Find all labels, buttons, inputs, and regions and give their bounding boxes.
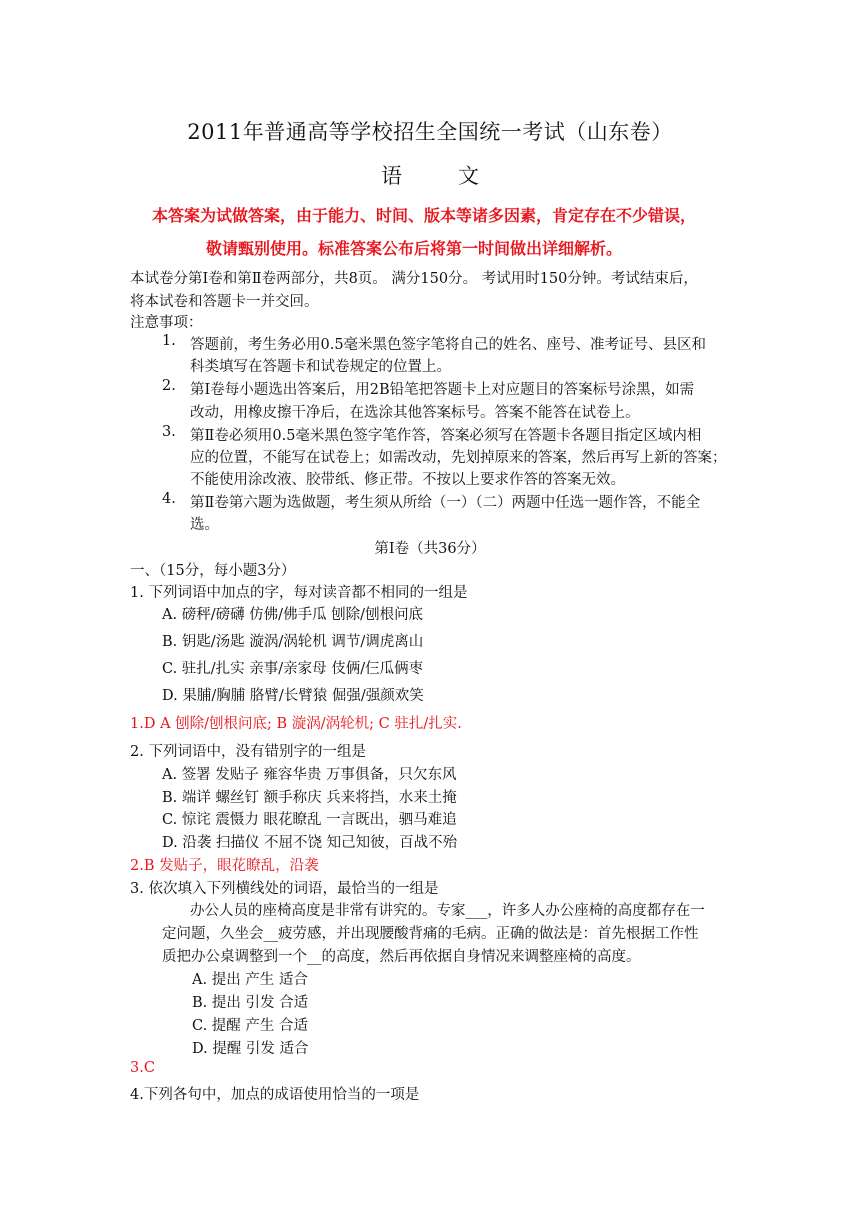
notice-title: 注意事项： [130, 315, 203, 331]
notice-2-line-2: 改动，用橡皮擦干净后，在选涂其他答案标号。答案不能答在试卷上。 [190, 405, 640, 421]
q1-option-b: B. 钥匙/汤匙 漩涡/涡轮机 调节/调虎离山 [162, 634, 424, 650]
notice-4-line-1: 第Ⅱ卷第六题为选做题，考生须从所给（一）（二）两题中任选一题作答，不能全 [190, 495, 701, 511]
warning-line-2: 敬请甄别使用。标准答案公布后将第一时间做出详细解析。 [206, 239, 623, 258]
q3-answer: 3.C [130, 1060, 155, 1076]
notice-2-num: 2. [162, 378, 176, 394]
intro-line-2: 将本试卷和答题卡一并交回。 [130, 294, 319, 310]
notice-4-num: 4. [162, 491, 176, 507]
notice-3-line-2: 应的位置，不能写在试卷上；如需改动，先划掉原来的答案，然后再写上新的答案； [190, 450, 727, 466]
q2-option-c: C. 惊诧 震慑力 眼花瞭乱 一言既出，驷马难追 [162, 812, 457, 828]
q2-answer: 2.B 发贴子，眼花瞭乱，沿袭 [130, 858, 319, 874]
q2-option-b: B. 端详 螺丝钉 额手称庆 兵来将挡，水来土掩 [162, 790, 457, 806]
q3-option-a: A. 提出 产生 适合 [192, 972, 308, 988]
notice-1-line-2: 科类填写在答题卡和试卷规定的位置上。 [190, 359, 451, 375]
q3-option-c: C. 提醒 产生 合适 [192, 1018, 309, 1034]
notice-2-line-1: 第Ⅰ卷每小题选出答案后，用2B铅笔把答题卡上对应题目的答案标号涂黑，如需 [190, 382, 695, 398]
notice-3-line-3: 不能使用涂改液、胶带纸、修正带。不按以上要求作答的答案无效。 [190, 472, 625, 488]
q1-answer: 1.D A 刨除/刨根问底; B 漩涡/涡轮机; C 驻扎/扎实. [130, 716, 462, 732]
q1-stem: 1. 下列词语中加点的字，每对读音都不相同的一组是 [130, 585, 468, 601]
q2-option-a: A. 签署 发贴子 雍容华贵 万事俱备，只欠东风 [162, 767, 457, 783]
subject-char-2: 文 [458, 164, 479, 188]
q2-option-d: D. 沿袭 扫描仪 不屈不饶 知己知彼，百战不殆 [162, 835, 458, 851]
subject-char-1: 语 [381, 164, 402, 188]
q3-stem: 3. 依次填入下列横线处的词语，最恰当的一组是 [130, 881, 439, 897]
q3-option-d: D. 提醒 引发 适合 [192, 1041, 309, 1057]
notice-1-num: 1. [162, 333, 176, 349]
q1-option-c: C. 驻扎/扎实 亲事/亲家母 伎俩/仨瓜俩枣 [162, 661, 424, 677]
q1-option-a: A. 磅秤/磅礴 仿佛/佛手瓜 刨除/刨根问底 [162, 607, 424, 623]
q3-passage-line-1: 办公人员的座椅高度是非常有讲究的。专家___，许多人办公座椅的高度都存在一 [190, 903, 705, 919]
intro-line-1: 本试卷分第Ⅰ卷和第Ⅱ卷两部分，共8页。 满分150分。 考试用时150分钟。考试结束后， [130, 271, 698, 287]
q3-passage-line-2: 定问题，久坐会__疲劳感，并出现腰酸背痛的毛病。正确的做法是：首先根据工作性 [162, 926, 699, 942]
notice-3-line-1: 第Ⅱ卷必须用0.5毫米黑色签字笔作答，答案必须写在答题卡各题目指定区域内相 [190, 428, 702, 444]
exam-title: 2011年普通高等学校招生全国统一考试（山东卷） [187, 120, 673, 144]
warning-line-1: 本答案为试做答案，由于能力、时间、版本等诸多因素，肯定存在不少错误， [152, 206, 697, 225]
q3-passage-line-3: 质把办公桌调整到一个__的高度，然后再依据自身情况来调整座椅的高度。 [162, 949, 641, 965]
q4-stem: 4.下列各句中，加点的成语使用恰当的一项是 [130, 1087, 420, 1103]
subject-heading [0, 160, 860, 190]
q1-option-d: D. 果脯/胸脯 胳臂/长臂猿 倔强/强颜欢笑 [162, 688, 424, 704]
section-title: 第Ⅰ卷（共36分） [374, 541, 486, 557]
notice-1-line-1: 答题前，考生务必用0.5毫米黑色签字笔将自己的姓名、座号、准考证号、县区和 [190, 337, 707, 353]
notice-3-num: 3. [162, 424, 176, 440]
part-one-heading: 一、（15分，每小题3分） [130, 563, 296, 579]
q2-stem: 2. 下列词语中，没有错别字的一组是 [130, 744, 366, 760]
notice-4-line-2: 选。 [190, 517, 219, 533]
q3-option-b: B. 提出 引发 合适 [192, 995, 309, 1011]
